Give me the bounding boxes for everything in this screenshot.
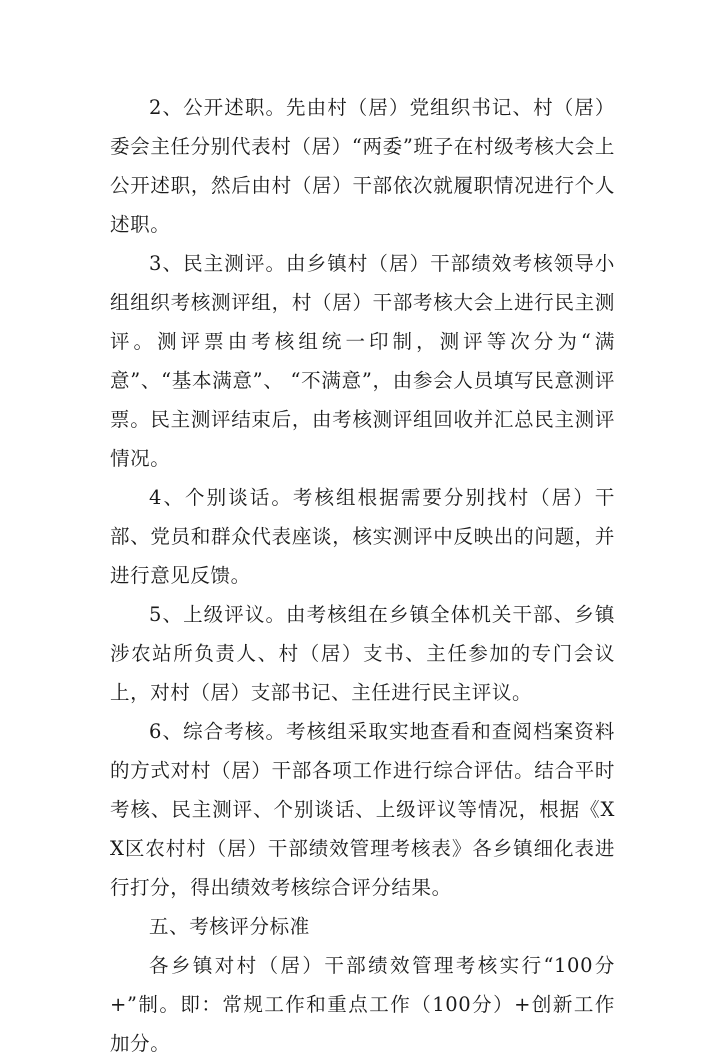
- paragraph-open-report: 2、公开述职。先由村（居）党组织书记、村（居）委会主任分别代表村（居）“两委”班子在村级考核大会上公开述职，然后由村（居）干部依次就履职情况进行个人述职。: [110, 96, 615, 236]
- paragraph-scoring-rule: 各乡镇对村（居）干部绩效管理考核实行“100分+”制。即：常规工作和重点工作（100分）+创新工作加分。: [110, 954, 615, 1055]
- paragraph-individual-talk: 4、个别谈话。考核组根据需要分别找村（居）干部、党员和群众代表座谈，核实测评中反映出的问题，并进行意见反馈。: [110, 486, 615, 587]
- paragraph-superior-review: 5、上级评议。由考核组在乡镇全体机关干部、乡镇涉农站所负责人、村（居）支书、主任参加的专门会议上，对村（居）支部书记、主任进行民主评议。: [110, 603, 615, 704]
- section-heading: 五、考核评分标准: [149, 915, 310, 938]
- paragraph-democratic-evaluation: 3、民主测评。由乡镇村（居）干部绩效考核领导小组组织考核测评组，村（居）干部考核大会上进行民主测评。测评票由考核组统一印制，测评等次分为“满意”、“基本满意”、 “不满意”，由参会人员填写民意测评票。民主测评结束后，由考核测评组回收并汇总民主测评情况。: [110, 252, 615, 470]
- paragraph-comprehensive-assessment: 6、综合考核。考核组采取实地查看和查阅档案资料的方式对村（居）干部各项工作进行综合评估。结合平时考核、民主测评、个别谈话、上级评议等情况，根据《XX区农村村（居）干部绩效管理考核表》各乡镇细化表进行打分，得出绩效考核综合评分结果。: [110, 720, 615, 899]
- document-body: [110, 88, 615, 1063]
